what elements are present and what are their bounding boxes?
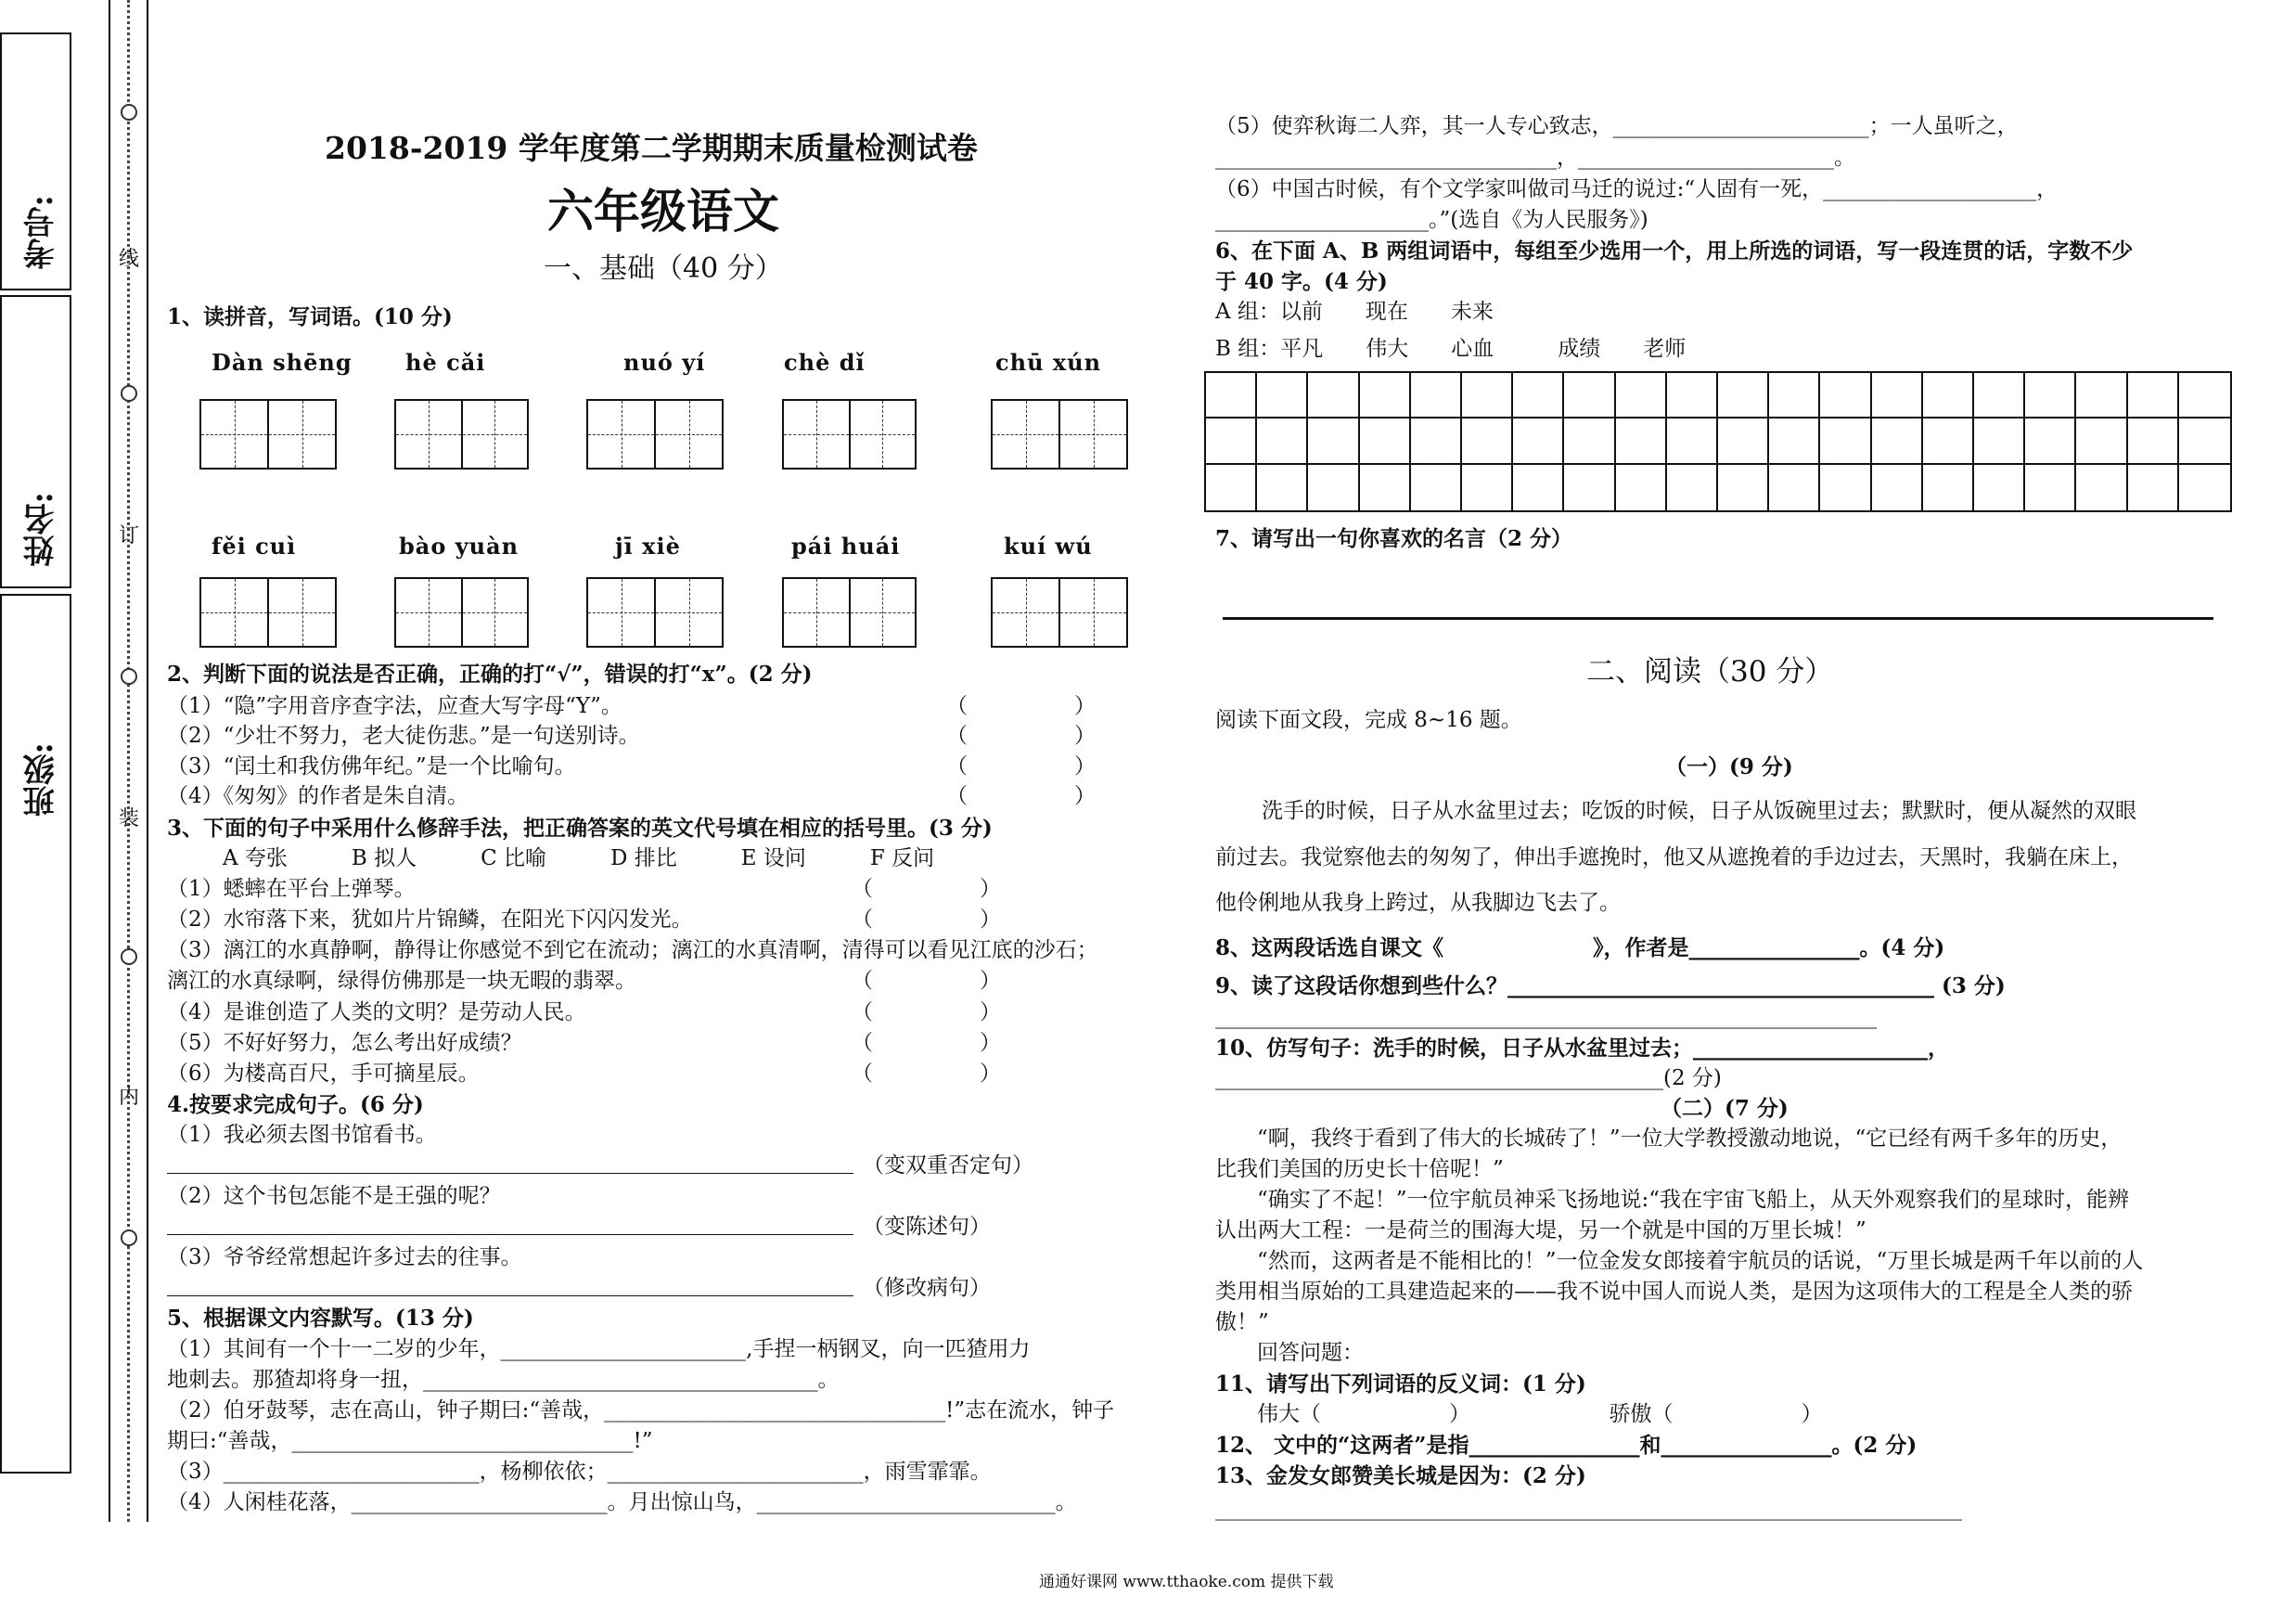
q6-title: 6、在下面 A、B 两组词语中，每组至少选用一个，用上所选的词语，写一段连贯的话，字数不少 xyxy=(1215,238,2134,264)
binding-dotted-line xyxy=(127,0,130,1522)
q8: 8、这两段话选自课文《 》，作者是________________。(4 分) xyxy=(1215,935,1945,960)
class-label: 班级: xyxy=(23,742,60,817)
q11: 11、请写出下列词语的反义词：(1 分) xyxy=(1215,1371,1586,1397)
answer-bracket[interactable]: （ ） xyxy=(946,754,1096,779)
q9: 9、读了这段话你想到些什么？________________________________________ (3 分) xyxy=(1215,973,2006,998)
exam-no-label: 考号: xyxy=(23,195,60,270)
q4-title: 4.按要求完成句子。(6 分) xyxy=(167,1092,424,1117)
q5-line: 地刺去。那猹却将身一扭，_____________________________________。 xyxy=(167,1368,840,1392)
q5-line: ________________________________，________________________。 xyxy=(1215,146,1855,170)
q3-item: （4）是谁创造了人类的文明？是劳动人民。 xyxy=(167,1000,586,1024)
q3-title: 3、下面的句子中采用什么修辞手法，把正确答案的英文代号填在相应的括号里。(3 分) xyxy=(167,816,993,841)
q2-item: （2）“少壮不努力，老大徒伤悲。”是一句送别诗。 xyxy=(167,724,640,748)
answer-line[interactable]: __________________________________________(2 分) xyxy=(1215,1066,1722,1090)
binding-char: 内 xyxy=(119,1086,140,1109)
binding-line xyxy=(109,0,110,1522)
q4-hint: （变陈述句） xyxy=(863,1215,991,1239)
q1-pinyin: Dàn shēng xyxy=(212,349,353,376)
passage-line: “啊，我终于看到了伟大的长城砖了！”一位大学教授激动地说，“它已经有两千多年的历史， xyxy=(1257,1126,2123,1151)
q5-line: （1）其间有一个十一二岁的少年，_______________________,手捏一柄钢叉，向一匹猹用力 xyxy=(167,1337,1031,1361)
q2-item: （4）《匆匆》的作者是朱自清。 xyxy=(167,784,469,808)
binding-hole xyxy=(121,385,137,402)
passage-line: 类用相当原始的工具建造起来的——我不说中国人而说人类，是因为这项伟大的工程是全人类的骄 xyxy=(1215,1280,2133,1304)
q5-title: 5、根据课文内容默写。(13 分) xyxy=(167,1306,474,1331)
q2-item: （3）“闰土和我仿佛年纪。”是一个比喻句。 xyxy=(167,754,576,779)
answer-line[interactable] xyxy=(167,1234,853,1235)
q3-options: A 夸张 B 拟人 C 比喻 D 排比 E 设问 F 反问 xyxy=(223,846,935,870)
writing-box[interactable] xyxy=(199,577,337,648)
writing-box[interactable] xyxy=(991,399,1128,470)
q3-item: （6）为楼高百尺，手可摘星辰。 xyxy=(167,1062,480,1086)
answer-line[interactable]: ______________________________________________________________________ xyxy=(1215,1497,1962,1521)
writing-box[interactable] xyxy=(991,577,1128,648)
binding-char: 装 xyxy=(119,807,140,830)
answer-bracket[interactable]: （ ） xyxy=(852,1062,1001,1086)
binding-line-inner xyxy=(147,0,148,1522)
passage-line: 他伶俐地从我身上跨过，从我脚边飞去了。 xyxy=(1215,891,1621,915)
q5-line: （2）伯牙鼓琴，志在高山，钟子期曰:“善哉，________________________________!”志在流水，钟子 xyxy=(167,1398,1115,1422)
q5-line: （4）人闲桂花落，________________________。月出惊山鸟，____________________________。 xyxy=(167,1490,1077,1514)
binding-hole xyxy=(121,104,137,121)
composition-grid[interactable] xyxy=(1204,371,2232,512)
q11-answer[interactable]: 伟大（ ） 骄傲（ ） xyxy=(1257,1402,1823,1426)
answer-bracket[interactable]: （ ） xyxy=(946,724,1096,748)
answer-bracket[interactable]: （ ） xyxy=(852,908,1001,932)
passage-line: “确实了不起！”一位宇航员神采飞扬地说:“我在宇宙飞船上，从天外观察我们的星球时，能辨 xyxy=(1257,1188,2130,1212)
q4-item: （2）这个书包怎能不是王强的呢？ xyxy=(167,1184,501,1208)
q1-pinyin: bào yuàn xyxy=(399,533,519,560)
q1-pinyin: chè dǐ xyxy=(784,349,866,376)
writing-box[interactable] xyxy=(586,399,724,470)
q4-hint: （修改病句） xyxy=(863,1276,991,1300)
q1-pinyin: pái huái xyxy=(791,533,901,560)
q4-hint: （变双重否定句） xyxy=(863,1153,1033,1178)
exam-subject: 六年级语文 xyxy=(547,184,779,238)
name-label: 姓名: xyxy=(23,492,60,567)
binding-char: 线 xyxy=(119,248,140,271)
q5-line: （3）________________________，杨柳依依；________________________，雨雪霏霏。 xyxy=(167,1460,992,1484)
reading-part-1: （一）(9 分) xyxy=(1665,754,1793,779)
q5-line: （5）使弈秋诲二人弈，其一人专心致志，________________________；一人虽听之， xyxy=(1215,114,2019,138)
q13: 13、金发女郎赞美长城是因为：(2 分) xyxy=(1215,1463,1586,1488)
q5-line: （6）中国古时候，有个文学家叫做司马迁的说过:“人固有一死，____________________， xyxy=(1215,177,2059,201)
writing-box[interactable] xyxy=(586,577,724,648)
passage-line: 洗手的时候，日子从水盆里过去；吃饭的时候，日子从饭碗里过去；默默时，便从凝然的双眼 xyxy=(1262,799,2136,823)
q2-item: （1）“隐”字用音序查字法，应查大写字母“Y”。 xyxy=(167,694,622,718)
binding-hole xyxy=(121,668,137,685)
reading-intro: 阅读下面文段，完成 8~16 题。 xyxy=(1215,708,1522,732)
binding-hole xyxy=(121,948,137,965)
answer-line[interactable]: ______________________________________________________________ xyxy=(1215,1005,1877,1029)
q1-pinyin: nuó yí xyxy=(623,349,706,376)
passage-line: 认出两大工程：一是荷兰的围海大堤，另一个就是中国的万里长城！” xyxy=(1215,1218,1866,1242)
q7-title: 7、请写出一句你喜欢的名言（2 分） xyxy=(1215,526,1573,551)
answer-bracket[interactable]: （ ） xyxy=(852,1031,1001,1055)
answer-bracket[interactable]: （ ） xyxy=(852,877,1001,901)
q6-group-b: B 组：平凡 伟大 心血 成绩 老师 xyxy=(1215,337,1687,361)
q3-item: （5）不好好努力，怎么考出好成绩？ xyxy=(167,1031,522,1055)
binding-char: 订 xyxy=(119,524,140,547)
section-1-title: 一、基础（40 分） xyxy=(544,252,783,285)
q6-title-cont: 于 40 字。(4 分) xyxy=(1215,269,1388,294)
writing-box[interactable] xyxy=(394,577,529,648)
q3-item: 漓江的水真绿啊，绿得仿佛那是一块无暇的翡翠。 xyxy=(167,969,636,993)
q1-pinyin: kuí wú xyxy=(1004,533,1093,560)
answer-line[interactable] xyxy=(1223,617,2213,620)
answer-bracket[interactable]: （ ） xyxy=(852,1000,1001,1024)
q2-title: 2、判断下面的说法是否正确，正确的打“√”，错误的打“x”。(2 分) xyxy=(167,662,813,687)
q1-pinyin: jī xiè xyxy=(615,533,681,560)
q12: 12、 文中的“这两者”是指________________和________________。(2 分) xyxy=(1215,1433,1918,1458)
writing-box[interactable] xyxy=(199,399,337,470)
answer-bracket[interactable]: （ ） xyxy=(946,784,1096,808)
q4-item: （3）爷爷经常想起许多过去的往事。 xyxy=(167,1245,522,1269)
q3-item: （2）水帘落下来，犹如片片锦鳞，在阳光下闪闪发光。 xyxy=(167,908,693,932)
q1-pinyin: fěi cuì xyxy=(212,533,297,560)
writing-box[interactable] xyxy=(782,399,917,470)
footer-credit: 通通好课网 www.tthaoke.com 提供下载 xyxy=(1039,1573,1334,1591)
passage-line: 前过去。我觉察他去的匆匆了，伸出手遮挽时，他又从遮挽着的手边过去，天黑时，我躺在床上， xyxy=(1215,845,2133,869)
class-box xyxy=(0,594,71,1474)
answer-line[interactable] xyxy=(167,1295,853,1296)
q4-item: （1）我必须去图书馆看书。 xyxy=(167,1123,437,1147)
answer-bracket[interactable]: （ ） xyxy=(946,694,1096,718)
q1-title: 1、读拼音，写词语。(10 分) xyxy=(167,304,453,329)
passage-line: 回答问题： xyxy=(1257,1341,1364,1365)
q10: 10、仿写句子：洗手的时候，日子从水盆里过去；______________________， xyxy=(1215,1036,1950,1061)
binding-hole xyxy=(121,1229,137,1246)
passage-line: “然而，这两者是不能相比的！”一位金发女郎接着宇航员的话说，“万里长城是两千年以前的人 xyxy=(1257,1249,2144,1273)
exam-title: 2018-2019 学年度第二学期期末质量检测试卷 xyxy=(325,130,978,166)
section-2-title: 二、阅读（30 分） xyxy=(1586,655,1834,689)
answer-line[interactable] xyxy=(167,1173,853,1174)
passage-line: 傲！” xyxy=(1215,1310,1269,1334)
q5-line: 期曰:“善哉，________________________________!” xyxy=(167,1429,653,1453)
answer-bracket[interactable]: （ ） xyxy=(852,969,1001,993)
q3-item: （1）蟋蟀在平台上弹琴。 xyxy=(167,877,416,901)
passage-line: 比我们美国的历史长十倍呢！” xyxy=(1215,1157,1504,1181)
q5-line: ____________________。”(选自《为人民服务》) xyxy=(1215,208,1648,232)
reading-part-2: （二）(7 分) xyxy=(1661,1096,1789,1121)
writing-box[interactable] xyxy=(782,577,917,648)
q6-group-a: A 组：以前 现在 未来 xyxy=(1215,300,1494,324)
q1-pinyin: hè cǎi xyxy=(405,349,486,376)
q1-pinyin: chū xún xyxy=(995,349,1102,376)
writing-box[interactable] xyxy=(394,399,529,470)
q3-item: （3）漓江的水真静啊，静得让你感觉不到它在流动；漓江的水真清啊，清得可以看见江底的沙石； xyxy=(167,938,1098,962)
